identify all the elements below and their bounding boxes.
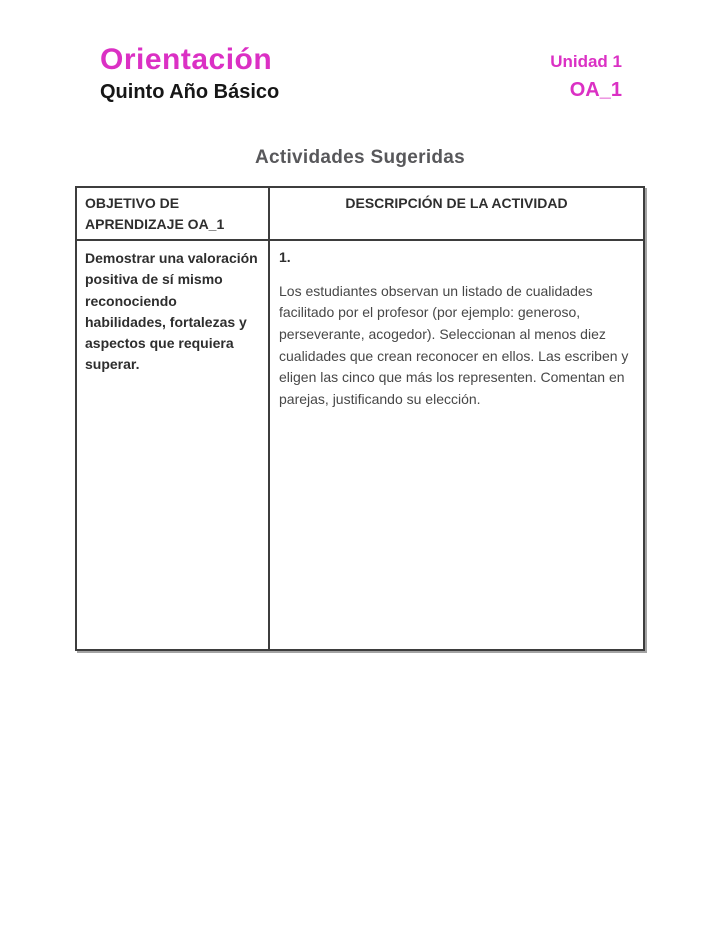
header-right-block (550, 44, 622, 101)
objective-column-header: OBJETIVO DE APRENDIZAJE OA_1 (76, 187, 269, 240)
activities-table-body (76, 240, 644, 650)
activity-description: Los estudiantes observan un listado de cualidades facilitado por el profesor (por ejemplo: generoso, perseverante, acogedor). Seleccionan al menos diez cualidades que crean reconocer en ellos. Las escriben y eligen las cinco que más los representen. Comentan en parejas, justificando su elección. (279, 282, 629, 408)
header-left-block (100, 44, 279, 104)
document-header (100, 44, 622, 104)
description-cell (269, 240, 644, 650)
description-column-header: DESCRIPCIÓN DE LA ACTIVIDAD (269, 187, 644, 240)
activity-number: 1. (279, 249, 291, 265)
table-row (76, 240, 644, 650)
grade-title: Quinto Año Básico (100, 80, 280, 103)
subject-title: Orientación (100, 43, 273, 76)
unit-label: Unidad 1 (550, 52, 622, 71)
objective-cell: Demostrar una valoración positiva de sí mismo reconociendo habilidades, fortalezas y aspectos que requiera superar. (76, 240, 269, 650)
activities-table (75, 186, 645, 651)
oa-code-label: OA_1 (569, 78, 622, 101)
table-header-row (76, 187, 644, 240)
section-title: Actividades Sugeridas (254, 147, 466, 168)
activities-table-head (76, 187, 644, 240)
